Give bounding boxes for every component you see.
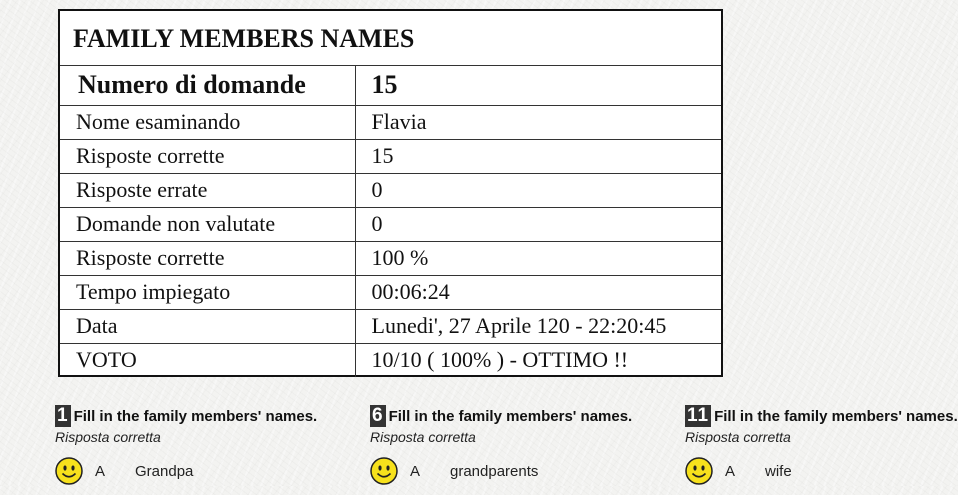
row-value: Flavia bbox=[355, 105, 721, 139]
row-value: 10/10 ( 100% ) - OTTIMO !! bbox=[371, 347, 629, 373]
row-value: 00:06:24 bbox=[355, 275, 721, 309]
question-header bbox=[55, 405, 355, 427]
question-text: Fill in the family members' names. bbox=[714, 407, 958, 425]
row-value: 15 bbox=[355, 139, 721, 173]
smiley-icon bbox=[370, 457, 398, 485]
table-row bbox=[60, 309, 721, 343]
row-label: VOTO bbox=[60, 343, 355, 377]
question-text: Fill in the family members' names. bbox=[73, 407, 318, 425]
header-value: 15 bbox=[355, 66, 721, 105]
table-row bbox=[60, 173, 721, 207]
question-text: Fill in the family members' names. bbox=[388, 407, 633, 425]
answer-line bbox=[370, 457, 670, 485]
question-card-11 bbox=[685, 405, 958, 495]
row-label: Data bbox=[60, 309, 355, 343]
answer-text: wife bbox=[765, 462, 792, 480]
row-value: Lunedi', 27 Aprile 120 - 22:20:45 bbox=[355, 309, 721, 343]
row-label: Risposte errate bbox=[60, 173, 355, 207]
answer-letter: A bbox=[95, 462, 106, 480]
table-header-row bbox=[60, 66, 721, 105]
results-panel bbox=[58, 9, 723, 377]
question-header bbox=[685, 405, 958, 427]
results-table bbox=[60, 66, 721, 377]
answer-line bbox=[685, 457, 800, 485]
table-row bbox=[60, 275, 721, 309]
results-title: FAMILY MEMBERS NAMES bbox=[60, 11, 721, 66]
row-label: Domande non valutate bbox=[60, 207, 355, 241]
answer-status: Risposta corretta bbox=[370, 429, 476, 445]
smiley-icon bbox=[55, 457, 83, 485]
question-card-1 bbox=[55, 405, 355, 495]
answer-line bbox=[55, 457, 355, 485]
smiley-icon bbox=[685, 457, 713, 485]
row-value: 0 bbox=[355, 173, 721, 207]
row-value: 0 bbox=[355, 207, 721, 241]
question-number-badge: 1 bbox=[57, 405, 69, 426]
answer-text: Grandpa bbox=[135, 462, 194, 480]
row-label: Nome esaminando bbox=[60, 105, 355, 139]
answer-text: grandparents bbox=[450, 462, 539, 480]
row-label: Risposte corrette bbox=[60, 139, 355, 173]
answer-letter: A bbox=[725, 462, 736, 480]
question-number-badge: 6 bbox=[372, 405, 384, 426]
header-label: Numero di domande bbox=[60, 66, 355, 105]
table-row bbox=[60, 105, 721, 139]
table-row bbox=[60, 241, 721, 275]
table-row bbox=[60, 139, 721, 173]
row-label: Risposte corrette bbox=[60, 241, 355, 275]
row-value: 100 % bbox=[355, 241, 721, 275]
table-row bbox=[60, 343, 721, 377]
table-row bbox=[60, 207, 721, 241]
answer-status: Risposta corretta bbox=[55, 429, 161, 445]
question-header bbox=[370, 405, 670, 427]
answer-letter: A bbox=[410, 462, 421, 480]
row-label: Tempo impiegato bbox=[60, 275, 355, 309]
answer-status: Risposta corretta bbox=[685, 429, 791, 445]
question-number-badge: 11 bbox=[687, 405, 710, 426]
question-card-6 bbox=[370, 405, 670, 495]
